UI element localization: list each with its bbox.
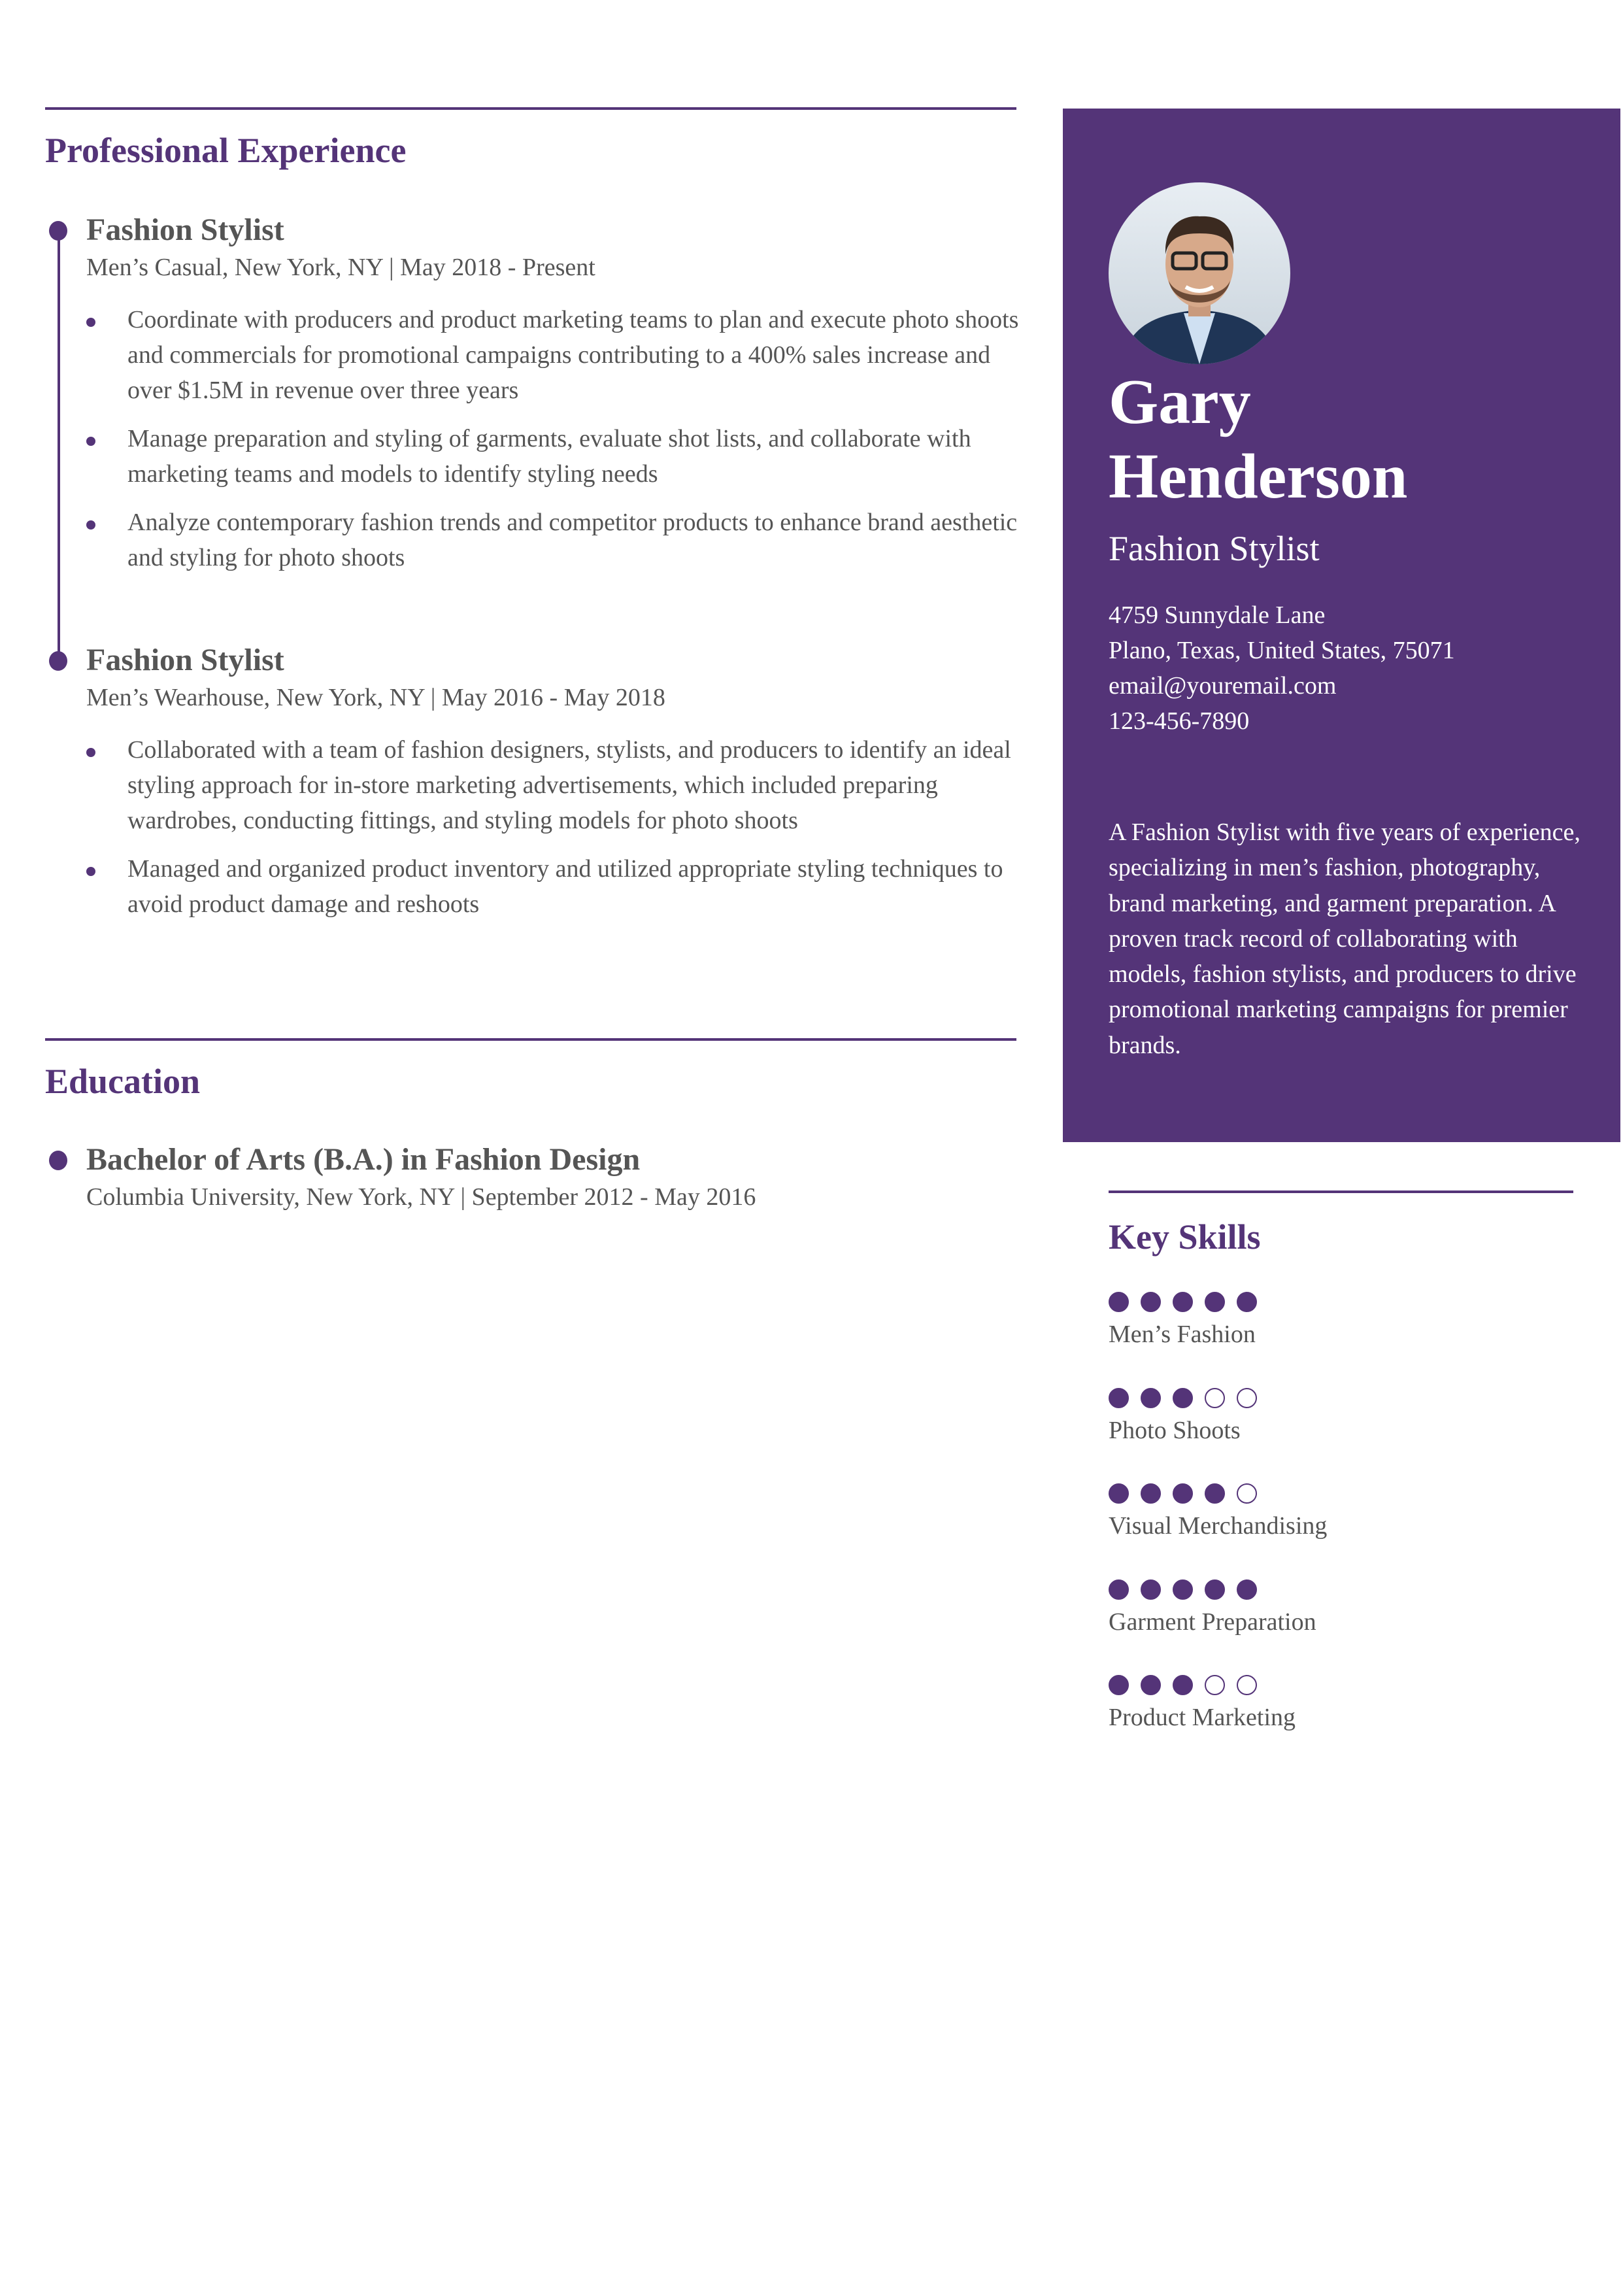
- skill-item: [1109, 1579, 1566, 1638]
- school: Columbia University, New York, NY | September 2012 - May 2016: [86, 1183, 756, 1211]
- job-subtitle: Men’s Casual, New York, NY | May 2018 - Present: [86, 254, 595, 281]
- filled-dot-icon: [1173, 1579, 1193, 1600]
- skill-label: Visual Merchandising: [1109, 1512, 1328, 1540]
- bullet-icon: [86, 520, 95, 530]
- job-title: Fashion Stylist: [86, 643, 284, 677]
- timeline-dot: [49, 221, 67, 241]
- profile-title: Fashion Stylist: [1109, 529, 1320, 568]
- skill-item: [1109, 1388, 1566, 1447]
- first-name: Gary: [1109, 367, 1251, 437]
- education-rule: [45, 1038, 1016, 1041]
- degree: Bachelor of Arts (B.A.) in Fashion Design: [86, 1142, 641, 1177]
- empty-dot-icon: [1237, 1675, 1257, 1695]
- contact-info: [1109, 598, 1592, 739]
- filled-dot-icon: [1141, 1579, 1161, 1600]
- empty-dot-icon: [1205, 1388, 1225, 1408]
- filled-dot-icon: [1141, 1292, 1161, 1312]
- name: [1109, 365, 1592, 514]
- skill-rating: [1109, 1292, 1566, 1313]
- address-line-1: 4759 Sunnydale Lane: [1109, 601, 1326, 629]
- job-entry: [86, 641, 1021, 922]
- filled-dot-icon: [1141, 1675, 1161, 1695]
- filled-dot-icon: [1109, 1579, 1129, 1600]
- filled-dot-icon: [1141, 1388, 1161, 1408]
- phone[interactable]: 123-456-7890: [1109, 707, 1250, 735]
- filled-dot-icon: [1109, 1292, 1129, 1312]
- education-heading: Education: [45, 1062, 201, 1101]
- skill-rating: [1109, 1388, 1566, 1409]
- bullet-icon: [86, 437, 95, 446]
- bullet-icon: [86, 867, 95, 876]
- address-line-2: Plano, Texas, United States, 75071: [1109, 637, 1455, 664]
- skill-rating: [1109, 1579, 1566, 1600]
- skill-item: [1109, 1483, 1566, 1542]
- experience-heading: Professional Experience: [45, 131, 407, 170]
- filled-dot-icon: [1141, 1483, 1161, 1504]
- timeline-line: [58, 230, 60, 662]
- education-entry: [86, 1140, 1021, 1215]
- skills-rule: [1109, 1190, 1573, 1193]
- filled-dot-icon: [1109, 1388, 1129, 1408]
- filled-dot-icon: [1205, 1579, 1225, 1600]
- profile-panel: [1063, 109, 1620, 1142]
- filled-dot-icon: [1109, 1675, 1129, 1695]
- skill-label: Men’s Fashion: [1109, 1321, 1256, 1348]
- education-dot: [49, 1151, 67, 1170]
- bullet-icon: [86, 318, 95, 327]
- job-entry: [86, 211, 1021, 575]
- empty-dot-icon: [1237, 1388, 1257, 1408]
- filled-dot-icon: [1205, 1292, 1225, 1312]
- filled-dot-icon: [1173, 1675, 1193, 1695]
- job-bullet: Analyze contemporary fashion trends and competitor products to enhance brand aesthetic and styling for photo shoots: [86, 505, 1021, 575]
- skill-label: Product Marketing: [1109, 1704, 1296, 1731]
- avatar-photo: [1109, 182, 1290, 364]
- filled-dot-icon: [1237, 1579, 1257, 1600]
- last-name: Henderson: [1109, 441, 1408, 512]
- email[interactable]: email@youremail.com: [1109, 672, 1337, 700]
- filled-dot-icon: [1237, 1292, 1257, 1312]
- job-bullet: Collaborated with a team of fashion designers, stylists, and producers to identify an ideal styling approach for in-store marketing advertisements, which included preparing wardrobes, conducting fittings, and styling models for photo shoots: [86, 732, 1021, 838]
- bullet-icon: [86, 748, 95, 757]
- timeline-dot: [49, 651, 67, 671]
- skill-rating: [1109, 1675, 1566, 1696]
- empty-dot-icon: [1237, 1483, 1257, 1504]
- experience-rule: [45, 107, 1016, 110]
- filled-dot-icon: [1173, 1483, 1193, 1504]
- filled-dot-icon: [1205, 1483, 1225, 1504]
- skill-label: Photo Shoots: [1109, 1416, 1241, 1444]
- job-subtitle: Men’s Wearhouse, New York, NY | May 2016 - May 2018: [86, 684, 665, 711]
- skill-rating: [1109, 1483, 1566, 1504]
- skill-item: [1109, 1292, 1566, 1351]
- skills-heading: Key Skills: [1109, 1217, 1261, 1257]
- filled-dot-icon: [1109, 1483, 1129, 1504]
- filled-dot-icon: [1173, 1388, 1193, 1408]
- job-title: Fashion Stylist: [86, 212, 284, 247]
- job-bullet: Managed and organized product inventory and utilized appropriate styling techniques to avoid product damage and reshoots: [86, 851, 1021, 922]
- job-bullet: Coordinate with producers and product marketing teams to plan and execute photo shoots and commercials for promotional campaigns contributing to a 400% sales increase and over $1.5M in revenue over three years: [86, 302, 1021, 408]
- skill-item: [1109, 1675, 1566, 1734]
- skill-label: Garment Preparation: [1109, 1608, 1316, 1636]
- filled-dot-icon: [1173, 1292, 1193, 1312]
- empty-dot-icon: [1205, 1675, 1225, 1695]
- avatar: [1109, 182, 1290, 364]
- summary: A Fashion Stylist with five years of experience, specializing in men’s fashion, photography, brand marketing, and garment preparation. A proven track record of collaborating with models, fashion stylists, and producers to drive promotional marketing campaigns for premier brands.: [1109, 819, 1581, 1059]
- job-bullet: Manage preparation and styling of garments, evaluate shot lists, and collaborate with marketing teams and models to identify styling needs: [86, 421, 1021, 492]
